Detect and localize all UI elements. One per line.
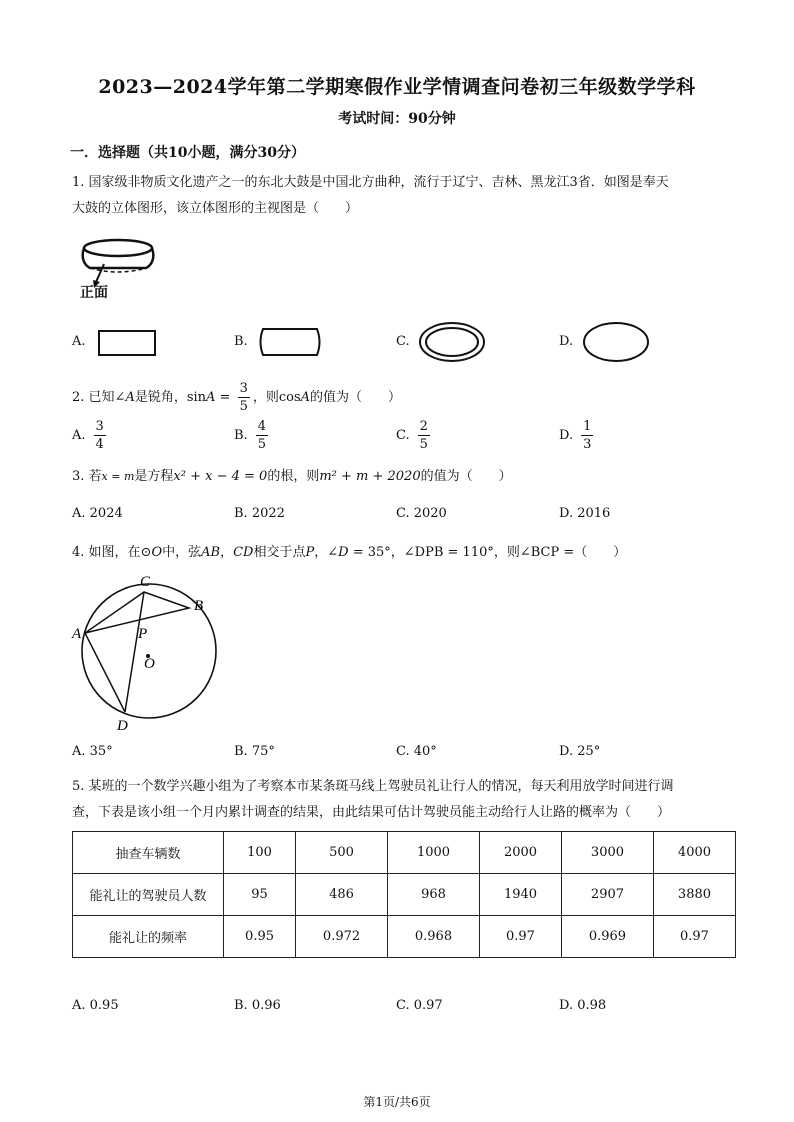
table-cell: 486 — [296, 874, 388, 916]
q5-option-a[interactable]: A. 0.95 — [72, 998, 119, 1013]
label-o: O — [144, 656, 155, 672]
label-d: D — [117, 718, 128, 734]
q4-text-1: 4. 如图，在⊙ — [72, 545, 152, 560]
question-1-line1: 1. 国家级非物质文化遗产之一的东北大鼓是中国北方曲种，流行于辽宁、吉林、黑龙江3省．如图是奉天 — [72, 175, 669, 190]
chord-ab — [85, 592, 189, 633]
q3-text-3: 的根，则 — [267, 469, 320, 484]
q4-text-3: ， — [220, 545, 234, 560]
q2-option-c-num: 2 — [419, 419, 428, 434]
q2-text-prefix: 2. 已知∠ — [72, 390, 126, 405]
q2-var-a-cos: A — [300, 390, 311, 405]
q2-option-b[interactable] — [234, 418, 271, 453]
question-5 — [72, 774, 740, 826]
q4-var-p: P — [305, 545, 315, 560]
table-row — [73, 916, 736, 958]
q2-option-c-label: C. — [396, 428, 410, 443]
table-cell: 0.97 — [653, 916, 735, 958]
q5-option-d[interactable]: D. 0.98 — [559, 998, 607, 1013]
page-title: 2023—2024学年第二学期寒假作业学情调查问卷初三年级数学学科 — [98, 76, 696, 98]
q5-option-c[interactable]: C. 0.97 — [396, 998, 443, 1013]
q2-option-c-den: 5 — [419, 437, 428, 452]
q3-equation: x² + x − 4 = 0 — [173, 469, 268, 484]
q2-option-d-label: D. — [559, 428, 574, 443]
label-b: B — [194, 598, 204, 614]
q2-option-d-den: 3 — [583, 437, 592, 452]
table-cell: 2000 — [479, 832, 561, 874]
table-cell: 0.95 — [224, 916, 296, 958]
q4-text-6: = 35°，∠DPB = 110°，则∠BCP =（ ） — [348, 545, 627, 560]
question-3 — [72, 464, 740, 490]
question-1 — [72, 170, 740, 222]
q3-option-c[interactable]: C. 2020 — [396, 506, 447, 521]
q2-option-c-fraction — [418, 418, 430, 453]
q3-option-d[interactable]: D. 2016 — [559, 506, 611, 521]
q2-var-a-sin: A — [206, 390, 216, 405]
q1-option-c-double-ellipse[interactable] — [416, 320, 488, 364]
table-cell: 2907 — [562, 874, 654, 916]
q2-sin-fraction — [238, 380, 250, 415]
q4-option-a[interactable]: A. 35° — [72, 744, 113, 759]
q2-option-b-fraction — [256, 418, 268, 453]
q1-option-d-ellipse[interactable] — [580, 320, 652, 364]
table-cell: 0.968 — [388, 916, 480, 958]
q1-option-a-label: A. — [72, 334, 86, 349]
q4-option-c[interactable]: C. 40° — [396, 744, 437, 759]
table-cell: 抽查车辆数 — [73, 832, 224, 874]
q4-text-2: 中，弦 — [162, 545, 202, 560]
q4-var-o: O — [151, 545, 163, 560]
table-cell: 能礼让的频率 — [73, 916, 224, 958]
table-cell: 100 — [224, 832, 296, 874]
q2-option-a-label: A. — [72, 428, 86, 443]
table-cell: 1000 — [388, 832, 480, 874]
q2-text-suffix-pre: ，则cos — [252, 390, 301, 405]
q4-var-ab: AB — [201, 545, 221, 560]
q3-text-4: 的值为（ ） — [420, 469, 512, 484]
table-cell: 95 — [224, 874, 296, 916]
label-p: P — [138, 626, 148, 642]
q1-option-b-label: B. — [234, 334, 248, 349]
q4-option-b[interactable]: B. 75° — [234, 744, 275, 759]
q2-option-a-den: 4 — [95, 437, 104, 452]
q1-option-b-rounded-rect[interactable] — [255, 326, 325, 358]
q1-option-c-label: C. — [396, 334, 410, 349]
q1-option-d-label: D. — [559, 334, 574, 349]
table-cell: 0.969 — [562, 916, 654, 958]
question-5-line2: 查，下表是该小组一个月内累计调查的结果，由此结果可估计驾驶员能主动给行人让路的概率为（ ） — [72, 805, 671, 820]
q2-option-a-num: 3 — [95, 419, 104, 434]
survey-table — [72, 831, 736, 958]
table-cell: 能礼让的驾驶员人数 — [73, 874, 224, 916]
section-heading: 一．选择题（共10小题，满分30分） — [70, 145, 305, 161]
q2-sin-num: 3 — [239, 381, 248, 396]
q2-option-b-label: B. — [234, 428, 248, 443]
q2-option-b-num: 4 — [257, 419, 266, 434]
table-cell: 3880 — [653, 874, 735, 916]
question-1-line2: 大鼓的立体图形，该立体图形的主视图是（ ） — [72, 201, 359, 216]
circle-figure — [68, 570, 228, 738]
question-2 — [72, 380, 740, 415]
table-cell: 0.97 — [479, 916, 561, 958]
front-view-label: 正面 — [80, 285, 108, 301]
table-cell: 968 — [388, 874, 480, 916]
table-cell: 4000 — [653, 832, 735, 874]
question-5-line1: 5. 某班的一个数学兴趣小组为了考察本市某条斑马线上驾驶员礼让行人的情况，每天利用放学时间进行调 — [72, 779, 674, 794]
q3-expression: m² + m + 2020 — [319, 469, 421, 484]
q2-option-c[interactable] — [396, 418, 433, 453]
q2-eq: = — [215, 390, 235, 405]
q4-text-5: ，∠ — [314, 545, 339, 560]
q3-text-2: 是方程 — [134, 469, 174, 484]
q2-text-suffix-post: 的值为（ ） — [310, 390, 402, 405]
q2-option-b-den: 5 — [257, 437, 266, 452]
question-4 — [72, 540, 740, 566]
exam-time: 考试时间：90分钟 — [338, 111, 456, 127]
q2-option-d[interactable] — [559, 418, 596, 453]
q2-text-mid: 是锐角，sin — [134, 390, 207, 405]
q3-x-equals-m: x = m — [101, 470, 135, 483]
q3-option-b[interactable]: B. 2022 — [234, 506, 285, 521]
q3-option-a[interactable]: A. 2024 — [72, 506, 123, 521]
q2-sin-den: 5 — [239, 399, 248, 414]
q1-option-a-rectangle[interactable] — [96, 328, 160, 358]
q2-option-d-num: 1 — [583, 419, 592, 434]
q4-option-d[interactable]: D. 25° — [559, 744, 601, 759]
table-row — [73, 874, 736, 916]
table-cell: 1940 — [479, 874, 561, 916]
q4-text-4: 相交于点 — [253, 545, 306, 560]
label-c: C — [140, 574, 151, 590]
segment-ad — [85, 633, 125, 712]
q5-option-b[interactable]: B. 0.96 — [234, 998, 281, 1013]
q2-option-a[interactable] — [72, 418, 109, 453]
table-row — [73, 832, 736, 874]
chord-cd — [125, 592, 144, 712]
q2-option-d-fraction — [581, 418, 593, 453]
q2-option-a-fraction — [94, 418, 106, 453]
table-cell: 3000 — [562, 832, 654, 874]
label-a: A — [72, 626, 82, 642]
q2-var-a: A — [125, 390, 135, 405]
q4-var-cd: CD — [233, 545, 254, 560]
table-cell: 0.972 — [296, 916, 388, 958]
q3-text-1: 3. 若 — [72, 469, 102, 484]
page-number: 第1页/共6页 — [363, 1095, 431, 1109]
q4-var-d: D — [338, 545, 349, 560]
table-cell: 500 — [296, 832, 388, 874]
